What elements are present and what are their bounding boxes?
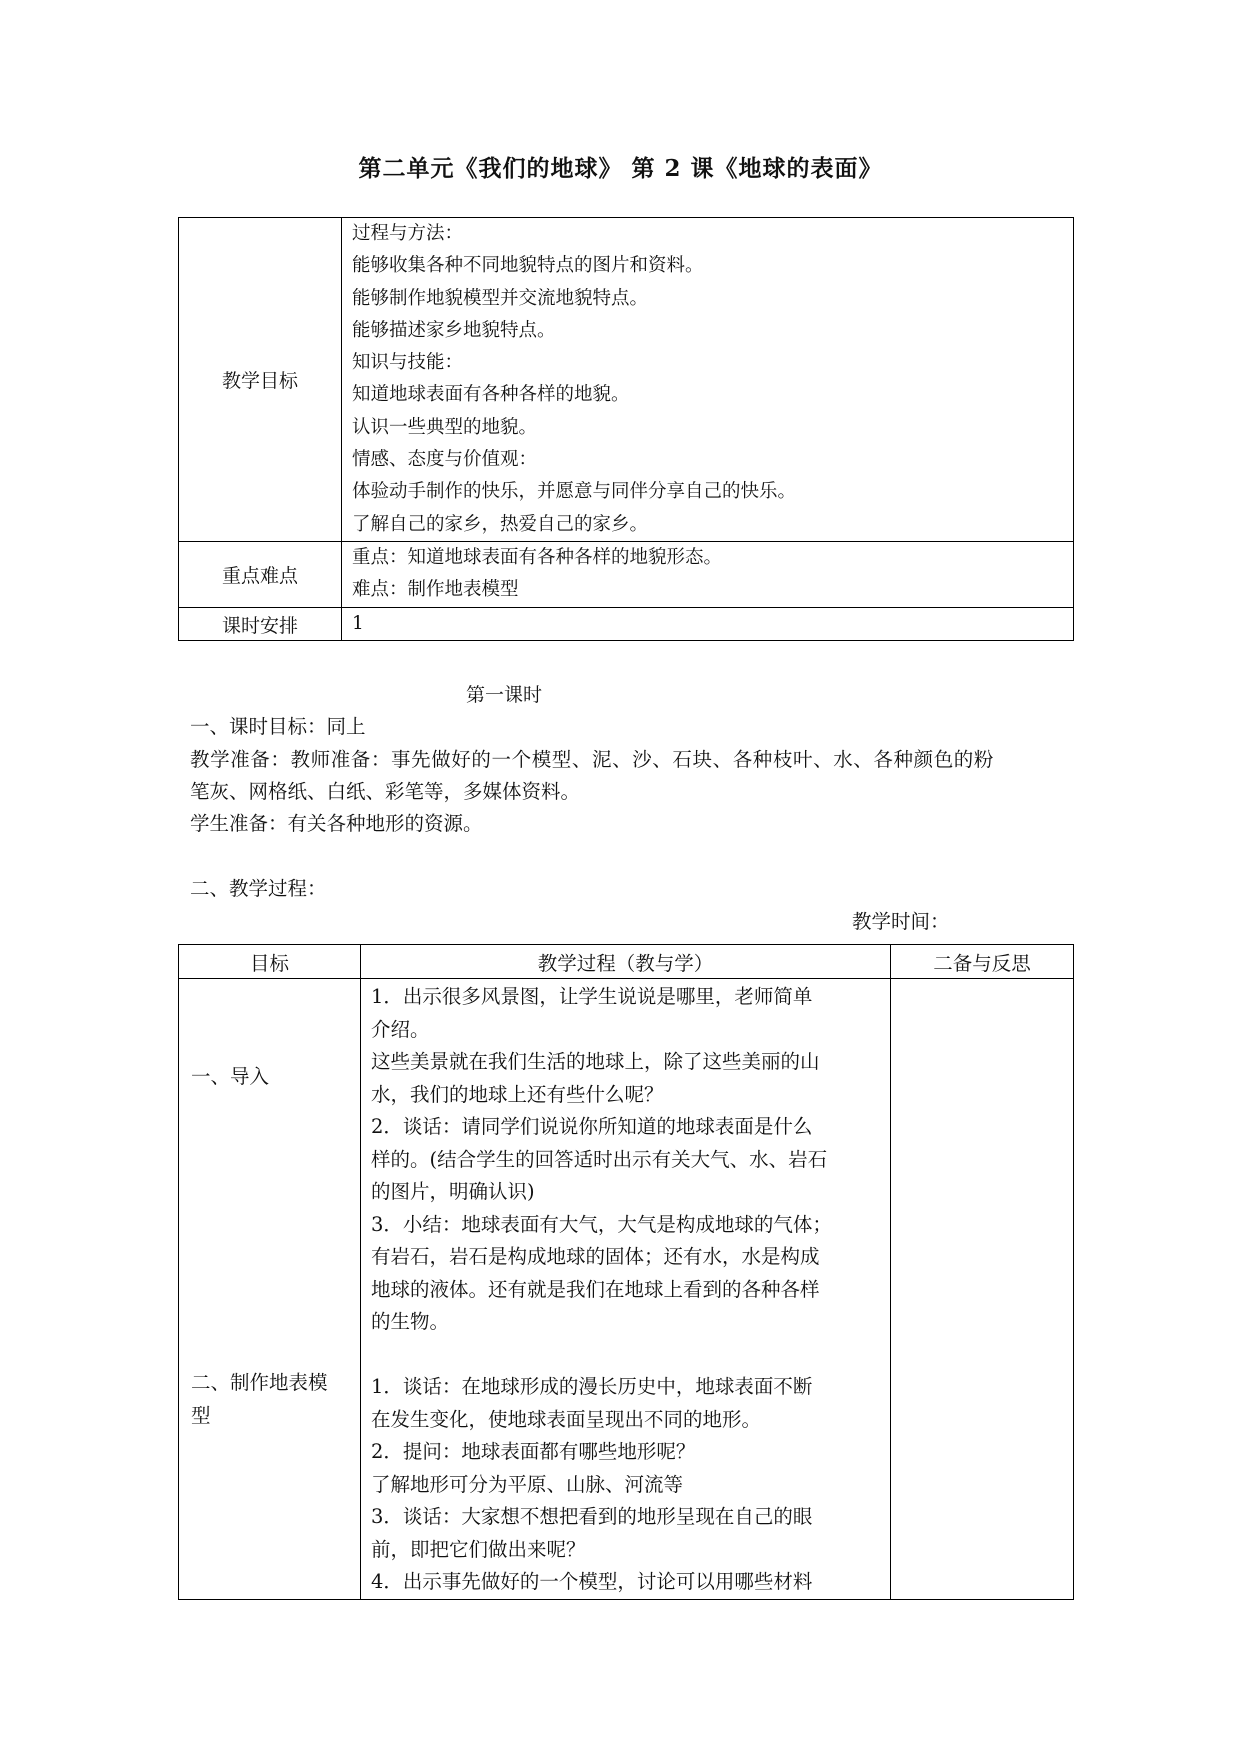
column-header-goal: 目标 bbox=[179, 945, 361, 979]
process-line: 前，即把它们做出来呢？ bbox=[371, 1537, 586, 1561]
session-heading: 第一课时 bbox=[466, 684, 543, 706]
process-line: 在发生变化，使地球表面呈现出不同的地形。 bbox=[371, 1407, 762, 1431]
goal-line: 知道地球表面有各种各样的地貌。 bbox=[352, 384, 630, 406]
process-line: 1．出示很多风景图，让学生说说是哪里，老师简单 bbox=[371, 985, 813, 1008]
header-row bbox=[179, 945, 1074, 979]
goal-line: 能够收集各种不同地貌特点的图片和资料。 bbox=[352, 255, 704, 277]
column-header-reflection: 二备与反思 bbox=[891, 945, 1074, 979]
process-line-blank bbox=[371, 1339, 880, 1372]
reflection-cell bbox=[891, 979, 1074, 1600]
goal-line: 能够描述家乡地貌特点。 bbox=[352, 319, 556, 341]
key-point-line: 重点：知道地球表面有各种各样的地貌形态。 bbox=[352, 546, 723, 568]
process-cell bbox=[361, 979, 891, 1600]
stage-intro: 一、导入 bbox=[191, 1065, 270, 1088]
key-points-content bbox=[342, 541, 1074, 607]
teaching-time-label: 教学时间： bbox=[852, 910, 950, 933]
preparation-line: 学生准备：有关各种地形的资源。 bbox=[190, 812, 483, 835]
process-line: 这些美景就在我们生活的地球上，除了这些美丽的山 bbox=[371, 1050, 820, 1073]
process-row bbox=[179, 979, 1074, 1600]
process-line: 样的。(结合学生的回答适时出示有关大气、水、岩石 bbox=[371, 1147, 828, 1171]
goal-row bbox=[179, 218, 1074, 542]
lesson-info-table bbox=[178, 217, 1074, 641]
process-line: 介绍。 bbox=[371, 1017, 430, 1041]
session-goal: 一、课时目标：同上 bbox=[190, 715, 366, 738]
process-line: 2．谈话：请同学们说说你所知道的地球表面是什么 bbox=[371, 1115, 813, 1138]
teaching-process-table bbox=[178, 944, 1074, 1600]
process-heading: 二、教学过程： bbox=[190, 877, 327, 900]
goal-line: 情感、态度与价值观： bbox=[352, 449, 538, 471]
preparation-line: 教学准备：教师准备：事先做好的一个模型、泥、沙、石块、各种枝叶、水、各种颜色的粉 bbox=[190, 748, 995, 771]
process-line: 的图片，明确认识) bbox=[371, 1180, 535, 1203]
hours-value: 1 bbox=[342, 607, 1074, 640]
process-line: 3．谈话：大家想不想把看到的地形呈现在自己的眼 bbox=[371, 1505, 813, 1528]
goal-line: 过程与方法： bbox=[352, 223, 464, 244]
hours-label: 课时安排 bbox=[179, 607, 342, 640]
key-points-label: 重点难点 bbox=[179, 541, 342, 607]
goal-line: 体验动手制作的快乐，并愿意与同伴分享自己的快乐。 bbox=[352, 481, 797, 503]
process-line: 3．小结：地球表面有大气，大气是构成地球的气体； bbox=[371, 1212, 832, 1236]
column-header-process: 教学过程（教与学） bbox=[361, 945, 891, 979]
process-line: 2．提问：地球表面都有哪些地形呢？ bbox=[371, 1440, 696, 1463]
key-point-line: 难点：制作地表模型 bbox=[352, 579, 519, 601]
process-line: 有岩石，岩石是构成地球的固体；还有水，水是构成 bbox=[371, 1245, 820, 1268]
goal-line: 认识一些典型的地貌。 bbox=[352, 416, 538, 438]
process-line: 了解地形可分为平原、山脉、河流等 bbox=[371, 1472, 684, 1496]
process-line: 4．出示事先做好的一个模型，讨论可以用哪些材料 bbox=[371, 1570, 813, 1593]
process-line: 地球的液体。还有就是我们在地球上看到的各种各样 bbox=[371, 1277, 820, 1301]
hours-row bbox=[179, 607, 1074, 640]
goal-content bbox=[342, 218, 1074, 542]
stage-cell bbox=[179, 979, 361, 1600]
stage-model: 二、制作地表模 型 bbox=[191, 1371, 328, 1427]
goal-line: 了解自己的家乡，热爱自己的家乡。 bbox=[352, 513, 649, 535]
goal-line: 能够制作地貌模型并交流地貌特点。 bbox=[352, 287, 649, 309]
key-points-row bbox=[179, 541, 1074, 607]
goal-line: 知识与技能： bbox=[352, 352, 464, 374]
document-title: 第二单元《我们的地球》 第 2 课《地球的表面》 bbox=[358, 155, 883, 182]
process-line: 1．谈话：在地球形成的漫长历史中，地球表面不断 bbox=[371, 1375, 813, 1398]
process-line: 的生物。 bbox=[371, 1310, 450, 1333]
process-line: 水，我们的地球上还有些什么呢？ bbox=[371, 1082, 664, 1106]
preparation-line: 笔灰、网格纸、白纸、彩笔等，多媒体资料。 bbox=[190, 780, 581, 803]
goal-label: 教学目标 bbox=[179, 218, 342, 542]
